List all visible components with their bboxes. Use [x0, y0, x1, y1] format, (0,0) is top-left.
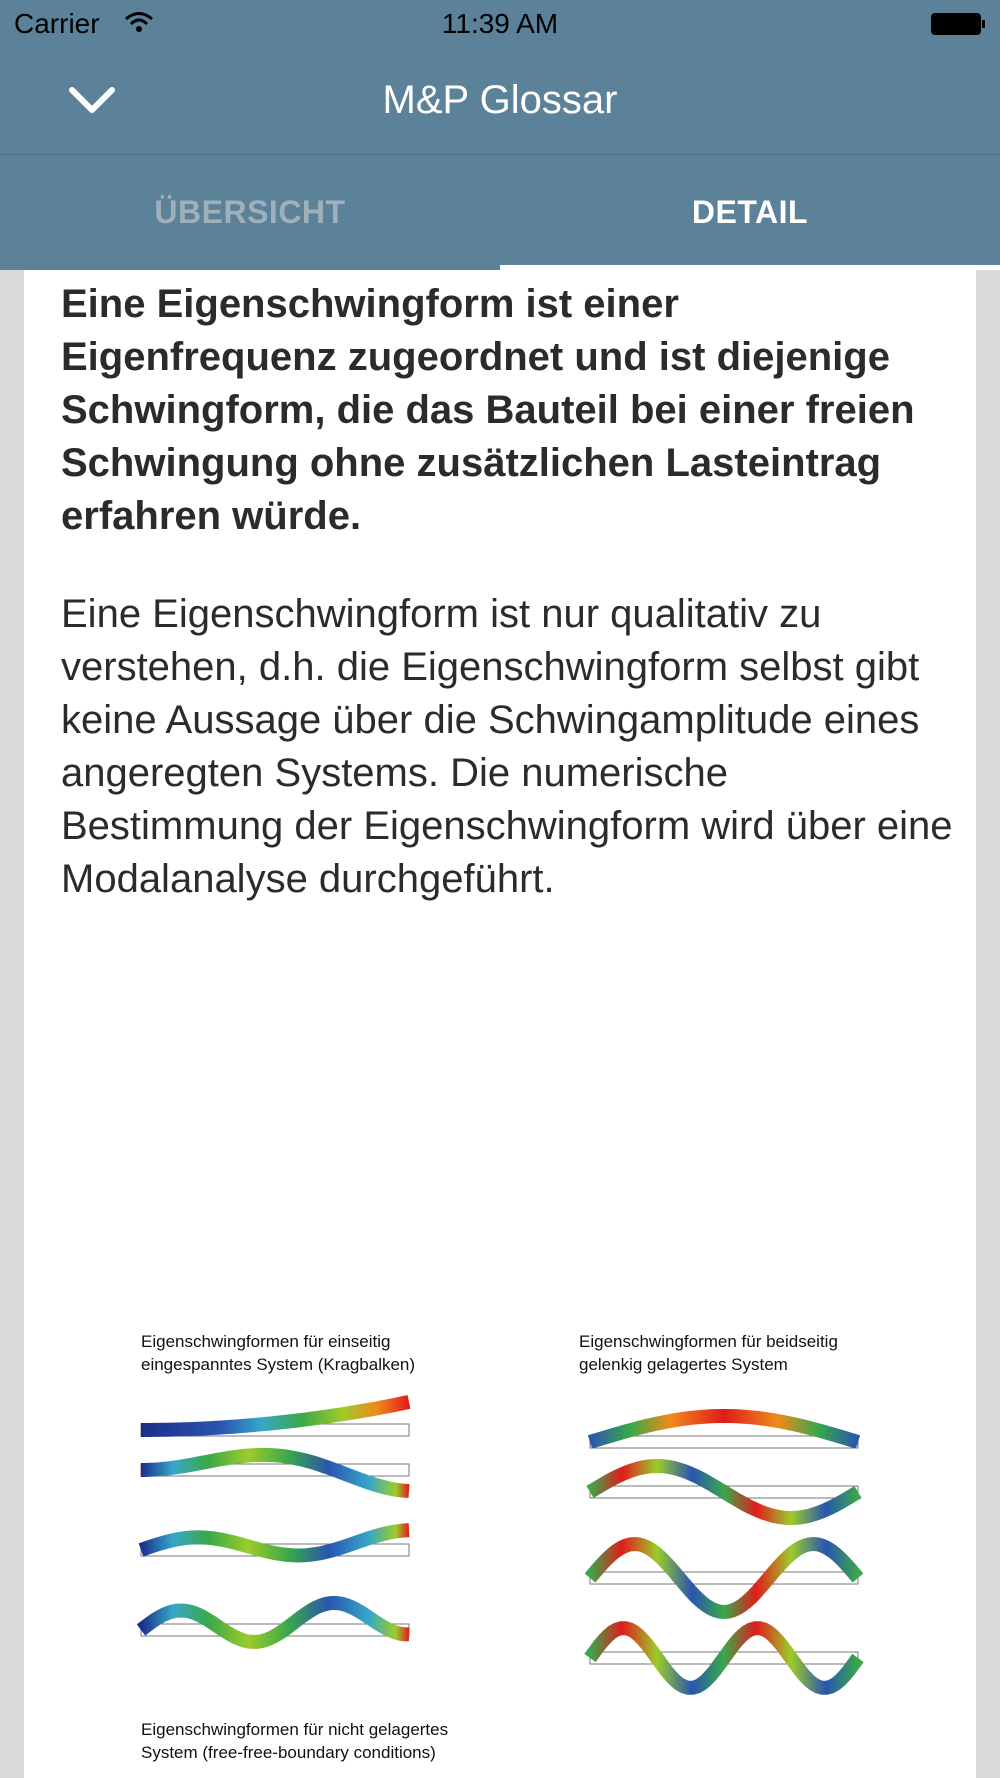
page-title: M&P Glossar: [382, 78, 618, 122]
pinned-mode-2: [590, 1466, 858, 1518]
clock: 11:39 AM: [441, 8, 559, 39]
pinned-mode-3-undeformed: [590, 1572, 858, 1584]
cantilever-mode-3: [141, 1530, 409, 1555]
pinned-mode-4: [590, 1628, 858, 1688]
figure-caption-pinned: Eigenschwingformen für beidseitig gelenkig gelagertes System: [579, 1332, 838, 1374]
cantilever-mode-1: [141, 1402, 409, 1430]
mode-shapes-drawing: [24, 1050, 976, 1778]
cantilever-mode-2: [141, 1455, 409, 1491]
pinned-mode-1: [590, 1416, 858, 1442]
carrier-label: Carrier: [14, 8, 100, 39]
pinned-mode-1-undeformed: [590, 1436, 858, 1448]
tab-detail[interactable]: DETAIL: [691, 194, 809, 230]
article-lead: Eine Eigenschwingform ist einer Eigenfrequenz zugeordnet und ist diejenige Schwingform, die das Bauteil bei einer freien Schwingung ohne zusätzlichen Lasteintrag erfahren würde.: [61, 282, 915, 538]
status-bar: [0, 0, 1000, 50]
article-body: Eine Eigenschwingform ist nur qualitativ zu verstehen, d.h. die Eigenschwingform selbst gibt keine Aussage über die Schwingamplitude eines angeregten Systems. Die numerische Bestimmung der Eigenschwingform wird über eine Modalanalyse durchgeführt.: [61, 592, 953, 901]
figure-caption-free: Eigenschwingformen für nicht gelagertes System (free-free-boundary conditions): [141, 1720, 449, 1762]
nav-bar: [0, 50, 1000, 155]
tab-overview[interactable]: ÜBERSICHT: [154, 194, 346, 230]
tab-bar: [0, 155, 1000, 270]
battery-icon: [930, 12, 986, 36]
figure-caption-cantilever: Eigenschwingformen für einseitig eingespanntes System (Kragbalken): [141, 1332, 416, 1374]
pinned-mode-3: [590, 1544, 858, 1612]
article-content[interactable]: [24, 270, 976, 1778]
mode-shapes-figure: [24, 1050, 976, 1778]
